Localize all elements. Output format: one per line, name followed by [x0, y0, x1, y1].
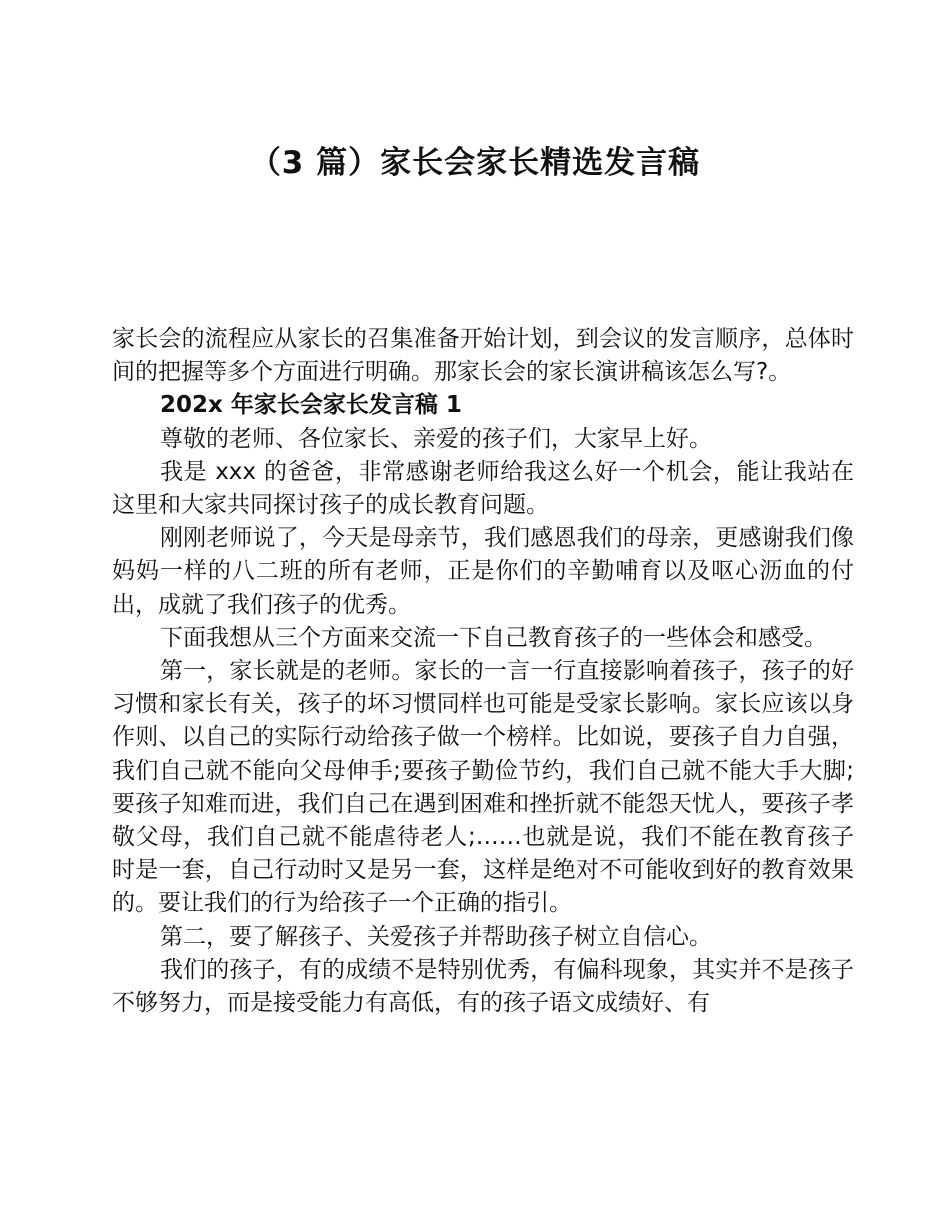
paragraph-mothers-day: 刚刚老师说了，今天是母亲节，我们感恩我们的母亲，更感谢我们像妈妈一样的八二班的所有老师，正是你们的辛勤哺育以及呕心沥血的付出，成就了我们孩子的优秀。 [112, 525, 854, 618]
paragraph-greeting: 尊敬的老师、各位家长、亲爱的孩子们，大家早上好。 [160, 425, 712, 452]
intro-paragraph: 家长会的流程应从家长的召集准备开始计划，到会议的发言顺序，总体时间的把握等多个方面进行明确。那家长会的家长演讲稿该怎么写?。 [112, 326, 854, 386]
document-body [112, 323, 854, 1020]
section-heading: 202x 年家长会家长发言稿 1 [160, 392, 462, 419]
paragraph-point-two: 第二，要了解孩子、关爱孩子并帮助孩子树立自信心。 [160, 923, 712, 950]
paragraph-point-one: 第一，家长就是的老师。家长的一言一行直接影响着孩子，孩子的好习惯和家长有关，孩子的坏习惯同样也可能是受家长影响。家长应该以身作则、以自己的实际行动给孩子做一个榜样。比如说，要孩子自力自强，我们自己就不能向父母伸手;要孩子勤俭节约，我们自己就不能大手大脚;要孩子知难而进，我们自己在遇到困难和挫折就不能怨天忧人，要孩子孝敬父母，我们自己就不能虐待老人;……也就是说，我们不能在教育孩子时是一套，自己行动时又是另一套，这样是绝对不可能收到好的教育效果的。要让我们的行为给孩子一个正确的指引。 [112, 658, 854, 917]
paragraph-children-grades: 我们的孩子，有的成绩不是特别优秀，有偏科现象，其实并不是孩子不够努力，而是接受能力有高低，有的孩子语文成绩好、有 [112, 956, 854, 1017]
paragraph-introduction: 我是 xxx 的爸爸，非常感谢老师给我这么好一个机会，能让我站在这里和大家共同探讨孩子的成长教育问题。 [112, 458, 854, 519]
paragraph-three-aspects: 下面我想从三个方面来交流一下自己教育孩子的一些体会和感受。 [160, 624, 827, 651]
document-title: （3 篇）家长会家长精选发言稿 [249, 145, 701, 181]
